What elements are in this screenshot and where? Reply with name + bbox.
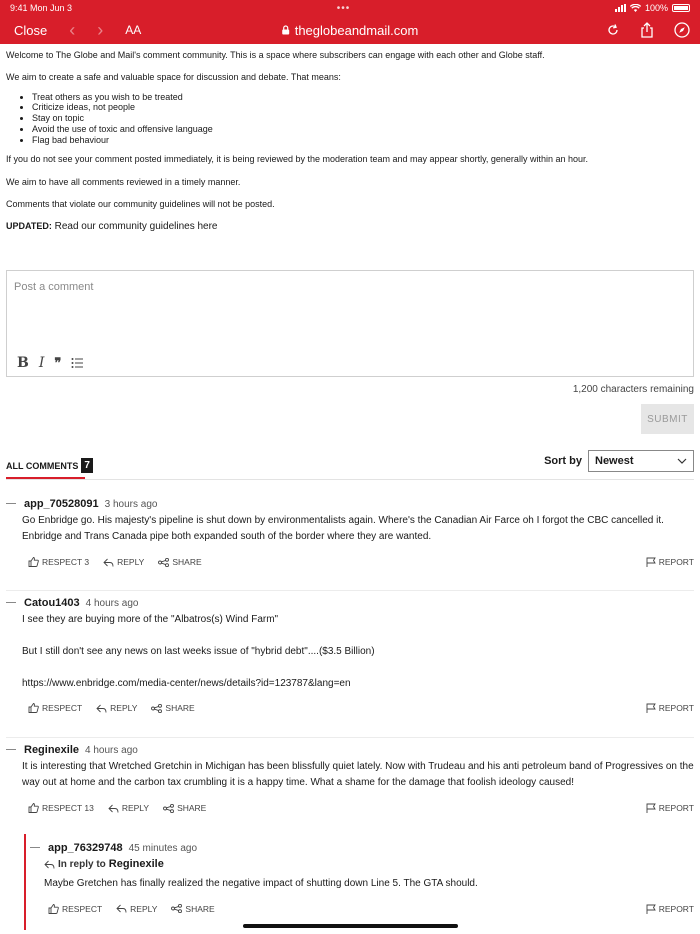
thumbs-up-icon	[28, 703, 39, 713]
comment-count-badge: 7	[81, 458, 93, 473]
close-button[interactable]: Close	[14, 22, 48, 38]
rules-list	[32, 92, 694, 146]
thumbs-up-icon	[28, 557, 39, 567]
welcome-text: Welcome to The Globe and Mail's comment community. This is a space where subscribers can engage with each other and Globe staff.	[6, 50, 545, 60]
share-nodes-icon	[163, 804, 174, 813]
comment-editor[interactable]	[6, 270, 694, 377]
respect-label: RESPECT 3	[42, 557, 90, 567]
rule-item: • Avoid the use of toxic and offensive language	[32, 124, 694, 135]
comment-line: way out at home and the carbon tax crumbling it is a happy time. What a shame for the damage that foolish ideology caused!	[22, 777, 574, 788]
rule-item: • Flag bad behaviour	[32, 135, 694, 146]
share-label: SHARE	[172, 557, 202, 567]
comment-timestamp: 3 hours ago	[104, 499, 158, 510]
comment-actions	[28, 703, 694, 713]
reply-icon	[44, 860, 55, 869]
comment-link[interactable]: https://www.enbridge.com/media-center/news/details?id=123787&lang=en	[22, 678, 351, 689]
wifi-icon	[630, 4, 641, 12]
forward-icon[interactable]: ›	[97, 20, 104, 40]
comment-line: But I still don't see any news on last weeks issue of "hybrid debt"....($3.5 Billion)	[22, 646, 375, 657]
reply-icon	[96, 704, 107, 713]
comment-actions	[28, 557, 694, 567]
report-label: REPORT	[658, 703, 694, 713]
share-button[interactable]	[151, 703, 194, 713]
collapse-icon[interactable]	[6, 749, 16, 750]
home-indicator[interactable]	[243, 924, 458, 928]
chevron-down-icon	[677, 458, 687, 464]
reply-thread-bar	[24, 834, 26, 930]
comment-item	[6, 498, 694, 567]
share-label: SHARE	[177, 803, 207, 813]
collapse-icon[interactable]	[6, 503, 16, 504]
status-time: 9:41 Mon Jun 3	[10, 3, 73, 13]
respect-label: RESPECT	[42, 703, 83, 713]
comment-timestamp: 45 minutes ago	[128, 843, 198, 854]
report-button[interactable]	[646, 703, 694, 713]
comment-timestamp: 4 hours ago	[85, 598, 139, 609]
comment-username[interactable]: Reginexile	[24, 744, 80, 756]
report-label: REPORT	[658, 557, 694, 567]
rule-item: • Treat others as you wish to be treated	[32, 92, 694, 103]
format-toolbar	[17, 356, 84, 370]
share-nodes-icon	[171, 904, 182, 913]
share-icon[interactable]	[640, 22, 654, 38]
battery-percent: 100%	[644, 3, 668, 13]
comment-body	[22, 513, 694, 545]
characters-remaining: 1,200 characters remaining	[572, 384, 694, 395]
reply-label: REPLY	[121, 803, 150, 813]
moderation-text: If you do not see your comment posted immediately, it is being reviewed by the moderation team and may appear shortly, generally within an hour.	[6, 154, 588, 165]
reply-button[interactable]	[108, 803, 149, 813]
comment-body	[44, 856, 694, 892]
share-nodes-icon	[158, 558, 169, 567]
flag-icon	[646, 904, 656, 914]
comment-username[interactable]: app_76329748	[48, 842, 123, 854]
comment-item	[6, 744, 694, 813]
respect-label: RESPECT 13	[42, 803, 94, 813]
compass-icon[interactable]	[674, 22, 690, 38]
share-label: SHARE	[165, 703, 195, 713]
comment-actions	[28, 803, 694, 813]
submit-button[interactable]: SUBMIT	[641, 404, 694, 434]
comment-body	[22, 759, 694, 791]
share-button[interactable]	[158, 557, 201, 567]
comment-line: Go Enbridge go. His majesty's pipeline is shut down by environmentalists again. Where's the Canadian Air Farce oh I forgot the CBC cancelled it.	[22, 515, 664, 526]
thumbs-up-icon	[48, 904, 59, 914]
reply-label: REPLY	[110, 703, 138, 713]
violate-text: Comments that violate our community guidelines will not be posted.	[6, 198, 275, 209]
comment-line: I see they are buying more of the "Albatros(s) Wind Farm"	[22, 614, 279, 625]
sort-select[interactable]	[588, 450, 694, 472]
list-icon[interactable]	[71, 357, 84, 369]
share-nodes-icon	[151, 704, 162, 713]
respect-button[interactable]	[28, 703, 82, 713]
address-bar[interactable]	[282, 23, 419, 38]
report-label: REPORT	[658, 803, 694, 813]
comment-line: It is interesting that Wretched Gretchin in Michigan has been blissfully quiet lately. Now with Trudeau and his anti petroleum band of Progressives on the	[22, 761, 694, 772]
reply-icon	[108, 804, 119, 813]
timely-text: We aim to have all comments reviewed in a timely manner.	[6, 176, 241, 187]
in-reply-to	[44, 856, 694, 874]
reply-icon	[103, 558, 114, 567]
comment-placeholder: Post a comment	[14, 281, 94, 293]
reply-icon	[116, 904, 127, 913]
respect-button[interactable]	[48, 904, 102, 914]
comment-line: Maybe Gretchen has finally realized the negative impact of shutting down Line 5. The GTA should.	[44, 877, 478, 889]
tab-all-comments-label: ALL COMMENTS	[6, 460, 79, 471]
back-icon[interactable]: ‹	[69, 20, 76, 40]
comment-username[interactable]: Catou1403	[24, 597, 80, 609]
sort-control	[544, 450, 694, 472]
updated-line	[6, 221, 694, 234]
comment-item	[6, 597, 694, 713]
report-label: REPORT	[658, 903, 694, 914]
quote-icon[interactable]: ❞	[54, 355, 62, 371]
comment-username[interactable]: app_70528091	[24, 498, 99, 510]
report-button[interactable]	[646, 803, 694, 813]
multitask-dots-icon[interactable]: •••	[336, 2, 351, 14]
comment-divider	[6, 590, 694, 591]
battery-icon	[672, 4, 690, 12]
collapse-icon[interactable]	[30, 847, 40, 848]
rule-item: • Stay on topic	[32, 113, 694, 124]
comment-body	[22, 612, 694, 692]
comment-timestamp: 4 hours ago	[85, 745, 138, 756]
browser-toolbar	[0, 16, 700, 44]
status-bar	[0, 0, 700, 16]
community-guidelines	[0, 44, 700, 234]
bold-icon[interactable]: B	[17, 355, 29, 371]
reply-label: REPLY	[130, 903, 158, 914]
in-reply-label: In reply to	[58, 858, 106, 870]
guidelines-link[interactable]: Read our community guidelines here	[54, 221, 218, 233]
report-button[interactable]	[646, 904, 694, 914]
url-text: theglobeandmail.com	[294, 22, 419, 38]
report-button[interactable]	[646, 557, 694, 567]
signal-icon	[615, 4, 626, 12]
reload-icon[interactable]	[606, 23, 620, 37]
reply-button[interactable]	[96, 703, 137, 713]
sort-value: Newest	[595, 455, 634, 467]
share-button[interactable]	[171, 904, 214, 914]
share-label: SHARE	[185, 903, 215, 914]
respect-button[interactable]	[28, 803, 94, 813]
rule-item: • Criticize ideas, not people	[32, 102, 694, 113]
collapse-icon[interactable]	[6, 602, 16, 603]
status-indicators	[615, 3, 690, 13]
tab-divider	[6, 479, 694, 480]
flag-icon	[646, 557, 656, 567]
comment-divider	[6, 737, 694, 738]
comment-actions	[48, 904, 694, 914]
reply-label: REPLY	[117, 557, 145, 567]
aim-text: We aim to create a safe and valuable space for discussion and debate. That means:	[6, 72, 341, 83]
italic-icon[interactable]: I	[38, 355, 45, 371]
thumbs-up-icon	[28, 803, 39, 813]
sort-label: Sort by	[544, 455, 582, 467]
respect-button[interactable]	[28, 557, 89, 567]
in-reply-user[interactable]: Reginexile	[108, 858, 164, 870]
respect-label: RESPECT	[62, 903, 103, 914]
reply-comment-item	[30, 842, 694, 914]
tab-all-comments[interactable]	[6, 458, 93, 473]
updated-label: UPDATED:	[6, 221, 52, 232]
share-button[interactable]	[163, 803, 206, 813]
comment-line: Enbridge and Trans Canada pipe both expanded south of the border where they are wanted.	[22, 531, 432, 542]
reply-button[interactable]	[116, 904, 157, 914]
flag-icon	[646, 803, 656, 813]
lock-icon	[282, 25, 290, 35]
text-size-button[interactable]: AA	[125, 23, 142, 37]
flag-icon	[646, 703, 656, 713]
reply-button[interactable]	[103, 557, 144, 567]
